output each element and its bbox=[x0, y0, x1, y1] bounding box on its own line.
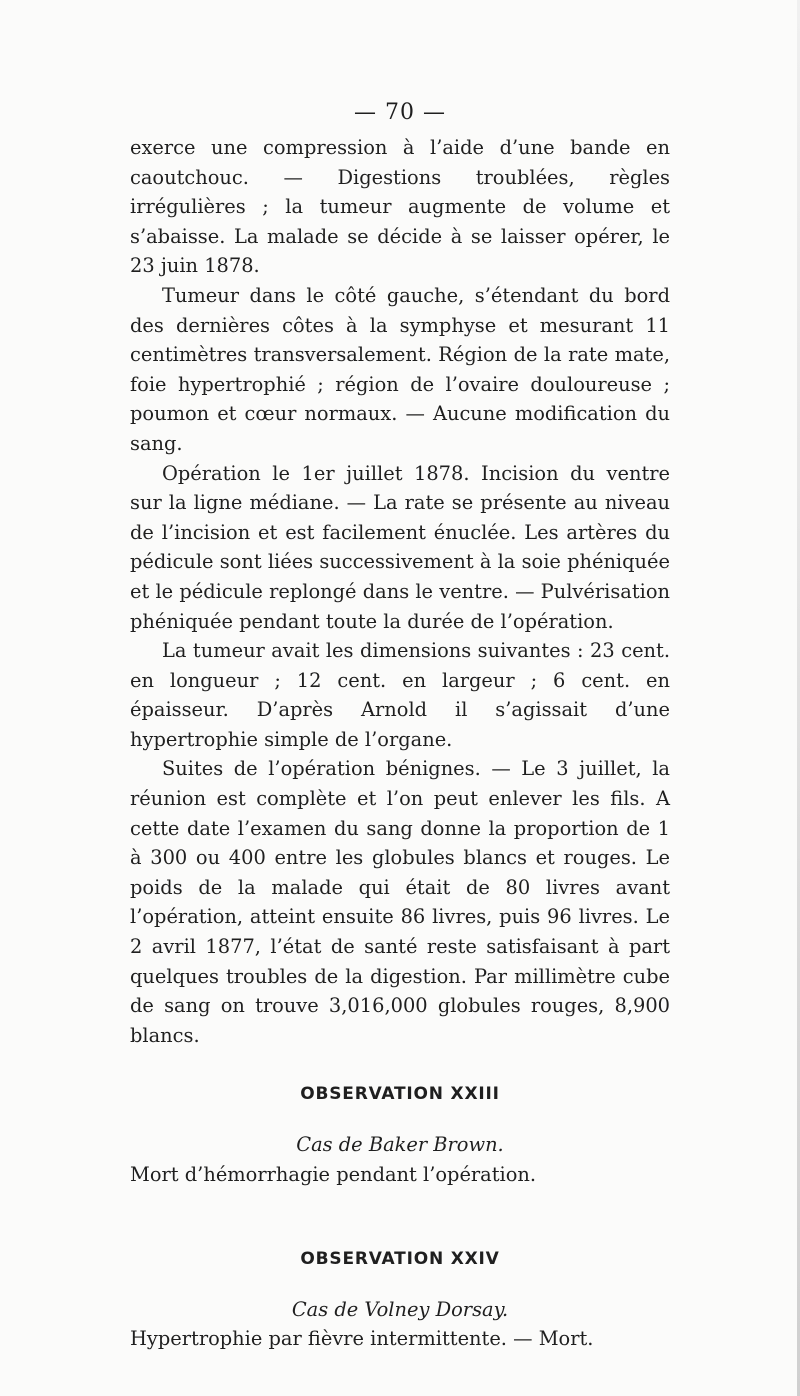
observation-23-heading: OBSERVATION XXIII bbox=[300, 1084, 500, 1105]
paragraph-post-operation: Suites de l’opération bénignes. — Le 3 juillet, la réunion est complète et l’on peut enlever les fils. A cette date l’examen du sang donne la proportion de 1 à 300 ou 400 entre les globules blancs et rouges. Le poids de la malade qui était de 80 livres avant l’opération, atteint ensuite 86 livres, puis 96 livres. Le 2 avril 1877, l’état de santé reste satisfaisant à part quelques troubles de la digestion. Par millimètre cube de sang on trouve 3,016,000 globules rouges, 8,900 blancs. bbox=[130, 757, 670, 1047]
paragraph-operation: Opération le 1er juillet 1878. Incision du ventre sur la ligne médiane. — La rate se présente au niveau de l’incision et est facilement énuclée. Les artères du pédicule sont liées successivement à la soie phéniquée et le pédicule replongé dans le ventre. — Pulvérisation phéniquée pendant toute la durée de l’opération. bbox=[130, 461, 670, 633]
paragraph-tumor-description: Tumeur dans le côté gauche, s’étendant du bord des dernières côtes à la symphyse et mesurant 11 centimètres transversalement. Région de la rate mate, foie hypertrophié ; région de l’ovaire douloureuse ; poumon et cœur normaux. — Aucune modification du sang. bbox=[130, 283, 670, 455]
body-text bbox=[130, 133, 670, 1354]
observation-24-case: Cas de Volney Dorsay. bbox=[291, 1297, 509, 1321]
observation-23-case: Cas de Baker Brown. bbox=[296, 1133, 504, 1156]
paragraph-continuation: exerce une compression à l’aide d’une bande en caoutchouc. — Digestions troublées, règles irrégulières ; la tumeur augmente de volume et s’abaisse. La malade se décide à se laisser opérer, le 23 juin 1878. bbox=[130, 136, 670, 278]
observation-23-text: Mort d’hémorrhagie pendant l’opération. bbox=[130, 1162, 537, 1186]
page-number: — 70 — bbox=[354, 100, 446, 125]
paragraph-tumor-dimensions: La tumeur avait les dimensions suivantes : 23 cent. en longueur ; 12 cent. en largeur ; 6 cent. en épaisseur. D’après Arnold il s’agissait d’une hypertrophie simple de l’organe. bbox=[130, 639, 670, 751]
observation-24-heading: OBSERVATION XXIV bbox=[300, 1249, 500, 1270]
observation-24-text: Hypertrophie par fièvre intermittente. — Mort. bbox=[130, 1327, 594, 1351]
